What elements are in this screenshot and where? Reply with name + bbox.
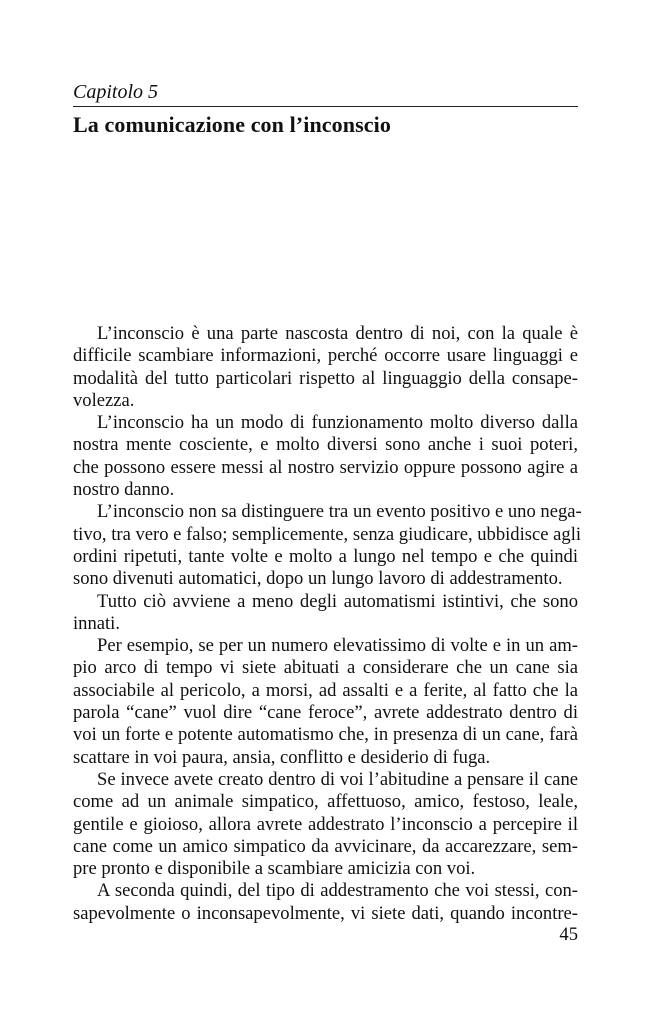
text-line: Se invece avete creato dentro di voi l’abitudine a pensare il cane [97,768,578,790]
text-line: che possono essere messi al nostro servizio oppure possono agire a [73,456,578,478]
text-line: Tutto ciò avviene a meno degli automatismi istintivi, che sono [97,590,578,612]
text-line: parola “cane” vuol dire “cane feroce”, avrete addestrato dentro di [73,702,578,724]
page-number: 45 [559,924,578,945]
text-line: volezza. [73,389,135,411]
text-line: L’inconscio non sa distinguere tra un evento positivo e uno nega- [97,501,582,523]
text-line: modalità del tutto particolari rispetto al linguaggio della consape- [73,367,578,389]
text-line: nostro danno. [73,479,175,501]
text-line: come ad un animale simpatico, affettuoso, amico, festoso, leale, [73,791,578,813]
text-line: ordini ripetuti, tante volte e molto a lungo nel tempo e che quindi [73,545,578,567]
text-line: tivo, tra vero e falso; semplicemente, senza giudicare, ubbidisce agli [73,523,582,545]
text-line: A seconda quindi, del tipo di addestramento che voi stessi, con- [97,880,578,902]
body-text [73,323,582,925]
text-line: pio arco di tempo vi siete abituati a considerare che un cane sia [73,657,578,679]
text-line: associabile al pericolo, a morsi, ad assalti e a ferite, al fatto che la [73,679,578,701]
text-line: L’inconscio ha un modo di funzionamento molto diverso dalla [97,412,578,434]
chapter-title: La comunicazione con l’inconscio [73,112,391,137]
text-line: scattare in voi paura, ansia, conflitto e desiderio di fuga. [73,746,491,768]
text-line: innati. [73,612,120,634]
text-line: voi un forte e potente automatismo che, in presenza di un cane, farà [73,724,578,746]
text-line: pre pronto e disponibile a scambiare amicizia con voi. [73,858,476,880]
text-line: L’inconscio è una parte nascosta dentro di noi, con la quale è [97,323,578,344]
text-line: gentile e gioioso, allora avrete addestrato l’inconscio a percepire il [73,813,578,835]
text-line: sono divenuti automatici, dopo un lungo lavoro di addestramento. [73,568,563,590]
text-line: cane come un amico simpatico da avvicinare, da accarezzare, sem- [73,835,578,857]
text-line: difficile scambiare informazioni, perché occorre usare linguaggi e [73,345,578,367]
chapter-label: Capitolo 5 [73,81,159,103]
text-line: Per esempio, se per un numero elevatissimo di volte e in un am- [97,635,578,657]
text-line: sapevolmente o inconsapevolmente, vi siete dati, quando incontre- [73,902,578,924]
header-rule [73,106,578,107]
text-line: nostra mente cosciente, e molto diversi sono anche i suoi poteri, [73,434,578,456]
